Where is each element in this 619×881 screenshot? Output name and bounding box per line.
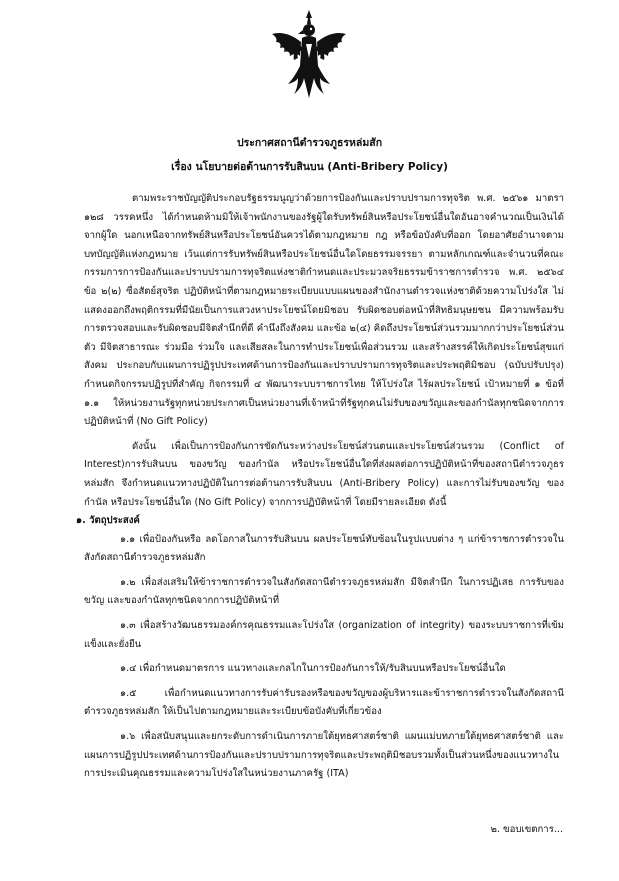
objective-item-1-5: ๑.๕ เพื่อกำหนดแนวทางการรับค่ารับรองหรือของขวัญของผู้บริหารและข้าราชการตำรวจในสังกัดสถานีตำรวจภูธรหล่มสัก ให้เป็นไปตามกฎหมายและระเบียบข้อบังคับที่เกี่ยวข้อง: [84, 687, 564, 718]
objective-item-1-1: ๑.๑ เพื่อป้องกันหรือ ลดโอกาสในการรับสินบน ผลประโยชน์ทับซ้อนในรูปแบบต่าง ๆ แก่ข้าราชการตำรวจในสังกัดสถานีตำรวจภูธรหล่มสัก: [84, 533, 564, 564]
announcement-title: ประกาศสถานีตำรวจภูธรหล่มสัก: [236, 137, 383, 149]
paragraph-policy-statement: ดังนั้น เพื่อเป็นการป้องกันการขัดกันระหว่างประโยชน์ส่วนตนและประโยชน์ส่วนรวม (Conflict of Interest)การรับสินบน ของขวัญ ของกำนัล หรือประโยชน์อื่นใดที่ส่งผลต่อการปฏิบัติหน้าที่ของสถานีตำรวจภูธรหล่มสัก จึงกำหนดแนวทางปฏิบัติในการต่อต้านการรับสินบน (Anti-Bribery Policy) และการไม่รับของขวัญ ของกำนัล หรือประโยชน์อื่นใด (No Gift Policy) จากการปฏิบัติหน้าที่ โดยมีรายละเอียด ดังนี้: [84, 440, 564, 508]
paragraph-legal-basis: ตามพระราชบัญญัติประกอบรัฐธรรมนูญว่าด้วยการป้องกันและปราบปรามการทุจริต พ.ศ. ๒๕๖๑ มาตรา ๑๒๘ วรรคหนึ่ง ได้กำหนดห้ามมิให้เจ้าพนักงานของรัฐผู้ใดรับทรัพย์สินหรือประโยชน์อื่นใดอันอาจคำนวณเป็นเงินได้จากผู้ใด นอกเหนือจากทรัพย์สินหรือประโยชน์อันควรได้ตามกฎหมาย กฎ หรือข้อบังคับที่ออก โดยอาศัยอำนาจตามบทบัญญัติแห่งกฎหมาย เว้นแต่การรับทรัพย์สินหรือประโยชน์อื่นใดโดยธรรมจรรยา ตามหลักเกณฑ์และจำนวนที่คณะกรรมการการป้องกันและปราบปรามการทุจริตแห่งชาติกำหนดและประมวลจริยธรรมข้าราชการตำรวจ พ.ศ. ๒๕๖๔ ข้อ ๒(๒) ซื่อสัตย์สุจริต ปฏิบัติหน้าที่ตามกฎหมายระเบียบแบบแผนของสำนักงานตำรวจแห่งชาติด้วยความโปร่งใส ไม่แสดงออกถึงพฤติกรรมที่มีนัยเป็นการแสวงหาประโยชน์โดยมิชอบ รับผิดชอบต่อหน้าที่สิทธิมนุษยชน มีความพร้อมรับการตรวจสอบและรับผิดชอบมีจิตสำนึกที่ดี คำนึงถึงสังคม และข้อ ๒(๔) คิดถึงประโยชน์ส่วนรวมมากกว่าประโยชน์ส่วนตัว มีจิตสาธารณะ ร่วมมือ ร่วมใจ และเสียสละในการทำประโยชน์เพื่อส่วนรวม และสร้างสรรค์ให้เกิดประโยชน์สุขแก่สังคม ประกอบกับแผนการปฏิรูปประเทศด้านการป้องกันและปราบปรามการทุจริตและประพฤติมิชอบ (ฉบับปรับปรุง) กำหนดกิจกรรมปฏิรูปที่สำคัญ กิจกรรมที่ ๔ พัฒนาระบบราชการไทย ให้โปร่งใส ไร้ผลประโยชน์ เป้าหมายที่ ๑ ข้อที่ ๑.๑ ให้หน่วยงานรัฐทุกหน่วยประกาศเป็นหน่วยงานที่เจ้าหน้าที่รัฐทุกคนไม่รับของขวัญและของกำนัลทุกชนิดจากการปฏิบัติหน้าที่ (No Gift Policy): [84, 193, 564, 428]
document-body: [76, 190, 564, 784]
garuda-emblem-icon: [268, 8, 350, 104]
objective-item-1-2: ๑.๒ เพื่อส่งเสริมให้ข้าราชการตำรวจในสังกัดสถานีตำรวจภูธรหล่มสัก มีจิตสำนึก ในการปฏิเสธ การรับของขวัญ และของกำนัลทุกชนิดจากการปฏิบัติหน้าที่: [84, 576, 564, 607]
announcement-subject: เรื่อง นโยบายต่อต้านการรับสินบน (Anti-Bribery Policy): [171, 161, 448, 173]
objective-item-1-4: ๑.๔ เพื่อกำหนดมาตรการ แนวทางและกลไกในการป้องกันการให้/รับสินบนหรือประโยชน์อื่นใด: [120, 663, 506, 675]
objective-item-1-6: ๑.๖ เพื่อสนับสนุนและยกระดับการดำเนินการภายใต้ยุทธศาสตร์ชาติ แผนแม่บทภายใต้ยุทธศาสตร์ชาติ และแผนการปฏิรูปประเทศด้านการป้องกันและปราบปรามการทุจริตและประพฤติมิชอบรวมทั้งเป็นส่วนหนึ่งของแนวทางในการประเมินคุณธรรมและความโปร่งใสในหน่วยงานภาครัฐ (ITA): [84, 731, 564, 780]
section-heading-objectives: ๑. วัตถุประสงค์: [76, 515, 140, 527]
page-continuation: ๒. ขอบเขตการ...: [490, 824, 563, 835]
objective-item-1-3: ๑.๓ เพื่อสร้างวัฒนธรรมองค์กรคุณธรรมและโปร่งใส (organization of integrity) ของระบบราชการที่เข้มแข็งและยั่งยืน: [84, 620, 564, 650]
